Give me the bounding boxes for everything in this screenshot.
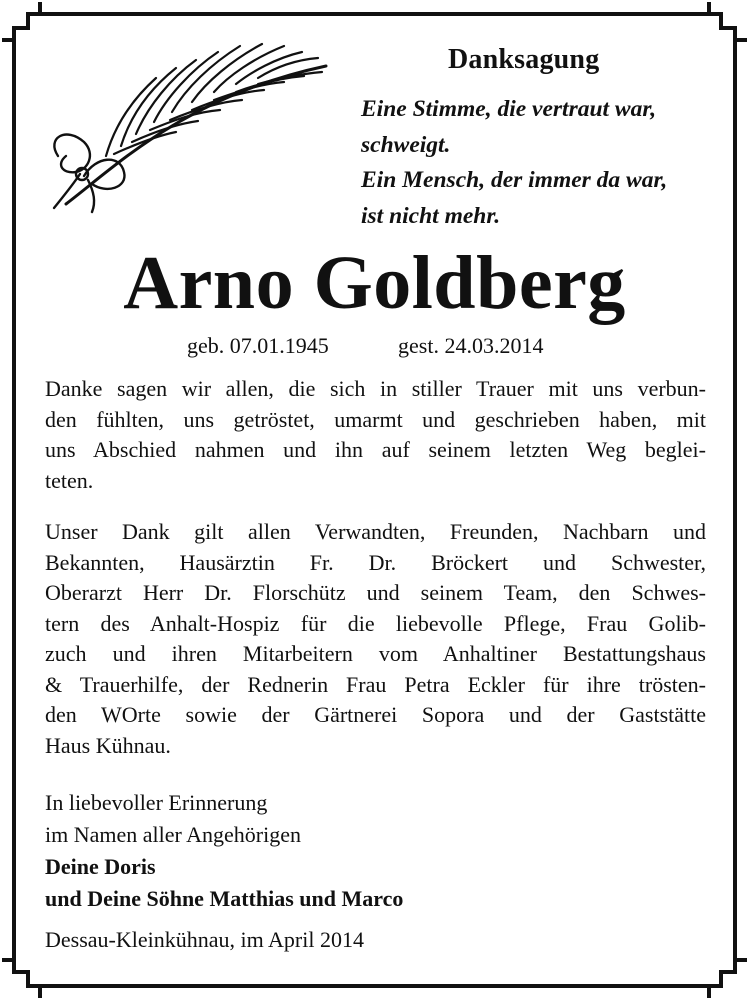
- notice-heading: Danksagung: [448, 44, 600, 75]
- quote-line: ist nicht mehr.: [361, 202, 501, 229]
- death-date: gest. 24.03.2014: [398, 333, 544, 358]
- thanks-paragraph: [45, 374, 706, 496]
- quote-line: schweigt.: [361, 131, 451, 158]
- text-line: den WOrte sowie der Gärtnerei Sopora und der Gaststätte: [45, 702, 706, 727]
- birth-date: geb. 07.01.1945: [187, 333, 329, 358]
- closing-block: [45, 787, 403, 915]
- quote-line: Ein Mensch, der immer da war,: [361, 167, 668, 193]
- text-line: Haus Kühnau.: [45, 732, 171, 758]
- acknowledgements-paragraph: [45, 517, 706, 761]
- text-line: uns Abschied nahmen und ihn auf seinem letzten Weg beglei-: [45, 437, 706, 462]
- deceased-name: Arno Goldberg: [123, 241, 626, 325]
- palm-frond-with-bow-icon: [36, 26, 336, 216]
- text-line: den fühlten, uns getröstet, umarmt und geschrieben haben, mit: [45, 406, 706, 432]
- text-line: teten.: [45, 467, 94, 493]
- closing-line: In liebevoller Erinnerung: [45, 790, 268, 815]
- signer-line: und Deine Söhne Matthias und Marco: [45, 886, 404, 911]
- signer-line: Deine Doris: [45, 854, 156, 879]
- closing-line: im Namen aller Angehörigen: [45, 822, 301, 847]
- text-line: Oberarzt Herr Dr. Florschütz und seinem Team, den Schwes-: [45, 580, 706, 605]
- memorial-quote: [361, 92, 667, 234]
- text-line: & Trauerhilfe, der Rednerin Frau Petra Eckler für ihre trösten-: [45, 671, 706, 697]
- place-and-date: Dessau-Kleinkühnau, im April 2014: [45, 927, 364, 952]
- text-line: Unser Dank gilt allen Verwandten, Freunden, Nachbarn und: [45, 519, 706, 544]
- text-line: Bekannten, Hausärztin Fr. Dr. Bröckert und Schwester,: [45, 549, 706, 575]
- text-line: zuch und ihren Mitarbeitern vom Anhaltiner Bestattungshaus: [45, 641, 706, 666]
- quote-line: Eine Stimme, die vertraut war,: [361, 96, 657, 122]
- text-line: Danke sagen wir allen, die sich in stiller Trauer mit uns verbun-: [45, 376, 706, 401]
- text-line: tern des Anhalt-Hospiz für die liebevolle Pflege, Frau Golib-: [45, 610, 706, 636]
